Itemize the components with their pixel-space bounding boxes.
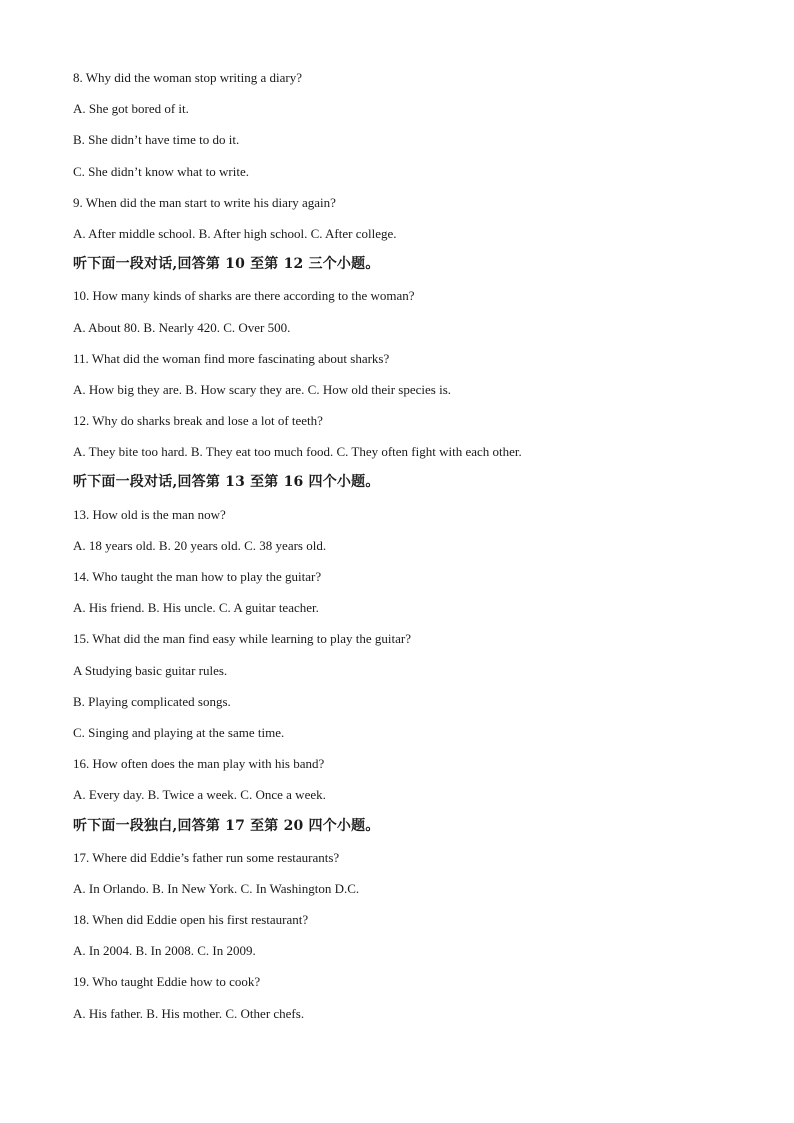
question-text: 16. How often does the man play with his band?: [73, 756, 325, 772]
answer-options: A. Every day. B. Twice a week. C. Once a week.: [73, 787, 326, 803]
answer-options: A. About 80. B. Nearly 420. C. Over 500.: [73, 319, 291, 335]
question-text: 18. When did Eddie open his first restaurant?: [73, 912, 309, 928]
answer-options: B. Playing complicated songs.: [73, 693, 231, 709]
answer-options: A. In Orlando. B. In New York. C. In Washington D.C.: [73, 880, 360, 896]
question-text: 9. When did the man start to write his diary again?: [73, 194, 336, 210]
section-heading: 听下面一段对话,回答第 13 至第 16 四个小题。: [73, 474, 380, 491]
answer-options: B. She didn’t have time to do it.: [73, 132, 240, 148]
question-text: 8. Why did the woman stop writing a diary?: [73, 70, 303, 85]
question-text: 10. How many kinds of sharks are there according to the woman?: [73, 288, 415, 304]
question-text: 15. What did the man find easy while learning to play the guitar?: [73, 631, 412, 647]
answer-options: C. She didn’t know what to write.: [73, 163, 249, 179]
question-text: 11. What did the woman find more fascinating about sharks?: [73, 350, 390, 366]
answer-options: A. 18 years old. B. 20 years old. C. 38 years old.: [73, 537, 327, 553]
question-text: 19. Who taught Eddie how to cook?: [73, 974, 261, 990]
answer-options: A. In 2004. B. In 2008. C. In 2009.: [73, 943, 256, 959]
question-text: 13. How old is the man now?: [73, 506, 226, 522]
answer-options: A. After middle school. B. After high school. C. After college.: [73, 225, 397, 241]
answer-options: A. How big they are. B. How scary they are. C. How old their species is.: [73, 381, 451, 397]
question-text: 17. Where did Eddie’s father run some restaurants?: [73, 849, 340, 865]
answer-options: A. They bite too hard. B. They eat too much food. C. They often fight with each other.: [73, 444, 522, 460]
answer-options: A. His friend. B. His uncle. C. A guitar teacher.: [73, 600, 319, 616]
question-text: 12. Why do sharks break and lose a lot of teeth?: [73, 413, 323, 429]
section-heading: 听下面一段对话,回答第 10 至第 12 三个小题。: [73, 256, 380, 273]
question-text: 14. Who taught the man how to play the guitar?: [73, 569, 322, 584]
section-heading: 听下面一段独白,回答第 17 至第 20 四个小题。: [73, 817, 380, 834]
answer-options: A. She got bored of it.: [73, 101, 189, 117]
answer-options: A. His father. B. His mother. C. Other chefs.: [73, 1005, 305, 1021]
answer-options: C. Singing and playing at the same time.: [73, 724, 285, 740]
answer-options: A Studying basic guitar rules.: [73, 662, 228, 678]
